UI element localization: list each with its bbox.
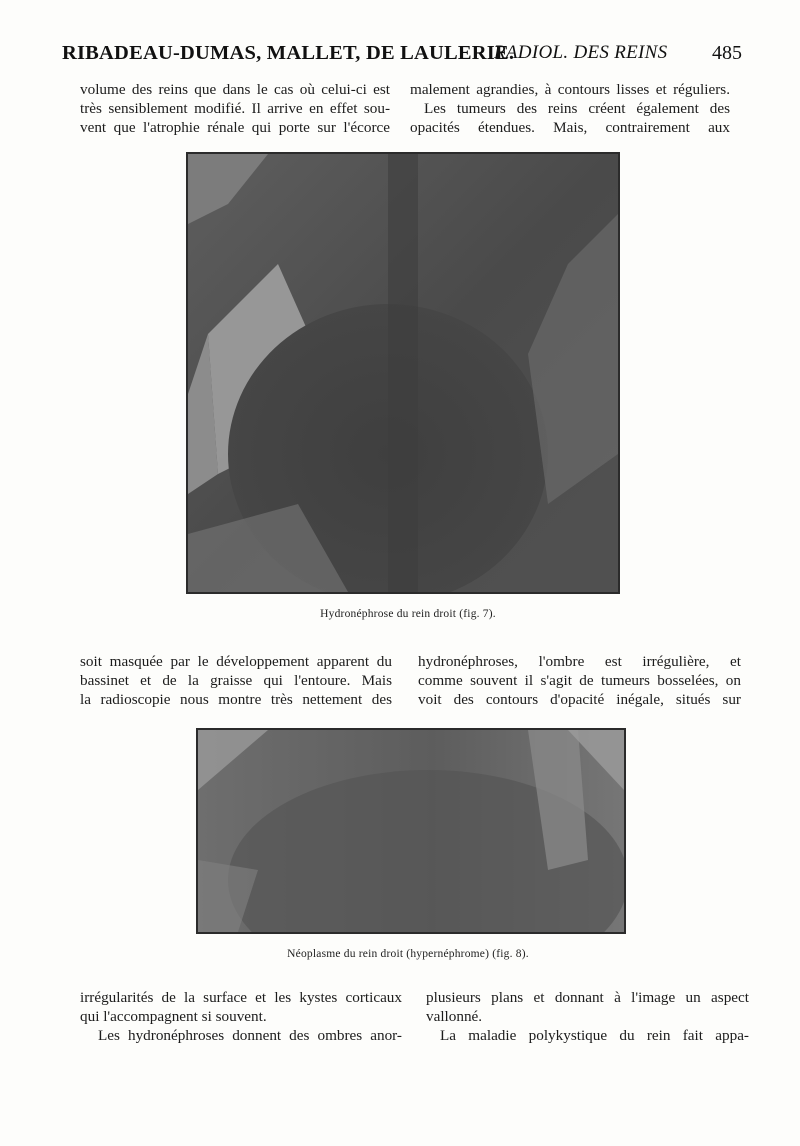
running-header [62, 40, 742, 70]
text-line: irrégularités de la surface et les kystes corticaux [80, 989, 402, 1006]
text-line: Les hydronéphroses donnent des ombres anor- [98, 1027, 402, 1044]
text-line: très sensiblement modifié. Il arrive en effet sou- [80, 100, 390, 117]
xray-hydronephrosis-image [188, 154, 618, 592]
text-line: volume des reins que dans le cas où celui-ci est [80, 81, 390, 98]
block2-left-column [80, 652, 392, 709]
text-line: bassinet et de la graisse qui l'entoure. Mais [80, 672, 392, 689]
text-line: qui l'accompagnent si souvent. [80, 1008, 267, 1025]
text-line: vallonné. [426, 1008, 483, 1025]
page-number: 485 [712, 42, 742, 64]
figure-7-caption: Hydronéphrose du rein droit (fig. 7). [320, 608, 496, 620]
header-authors: RIBADEAU-DUMAS, MALLET, DE LAULERIE. [62, 42, 515, 64]
figure-8-caption: Néoplasme du rein droit (hypernéphrome) (fig. 8). [287, 948, 529, 960]
figure-8-radiograph [196, 728, 626, 934]
text-line: la radioscopie nous montre très nettement des [80, 691, 392, 708]
text-line: comme souvent il s'agit de tumeurs bosselées, on [418, 672, 741, 689]
text-line: plusieurs plans et donnant à l'image un aspect [426, 989, 749, 1006]
block3-left-column [80, 988, 402, 1045]
text-line: Les tumeurs des reins créent également des [424, 100, 730, 117]
text-line: soit masquée par le développement apparent du [80, 653, 392, 670]
text-line: La maladie polykystique du rein fait appa- [440, 1027, 749, 1044]
block1-left-column [80, 80, 390, 137]
text-line: hydronéphroses, l'ombre est irrégulière, et [418, 653, 741, 670]
block1-right-column [410, 80, 730, 137]
header-running-title: RADIOL. DES REINS [494, 42, 668, 63]
text-line: voit des contours d'opacité inégale, situés sur [418, 691, 741, 708]
xray-neoplasm-image [198, 730, 624, 932]
text-line: opacités étendues. Mais, contrairement aux [410, 119, 730, 136]
block2-right-column [418, 652, 741, 709]
text-line: vent que l'atrophie rénale qui porte sur l'écorce [80, 119, 390, 136]
figure-7-radiograph [186, 152, 620, 594]
block3-right-column [426, 988, 749, 1045]
text-line: malement agrandies, à contours lisses et réguliers. [410, 81, 730, 98]
